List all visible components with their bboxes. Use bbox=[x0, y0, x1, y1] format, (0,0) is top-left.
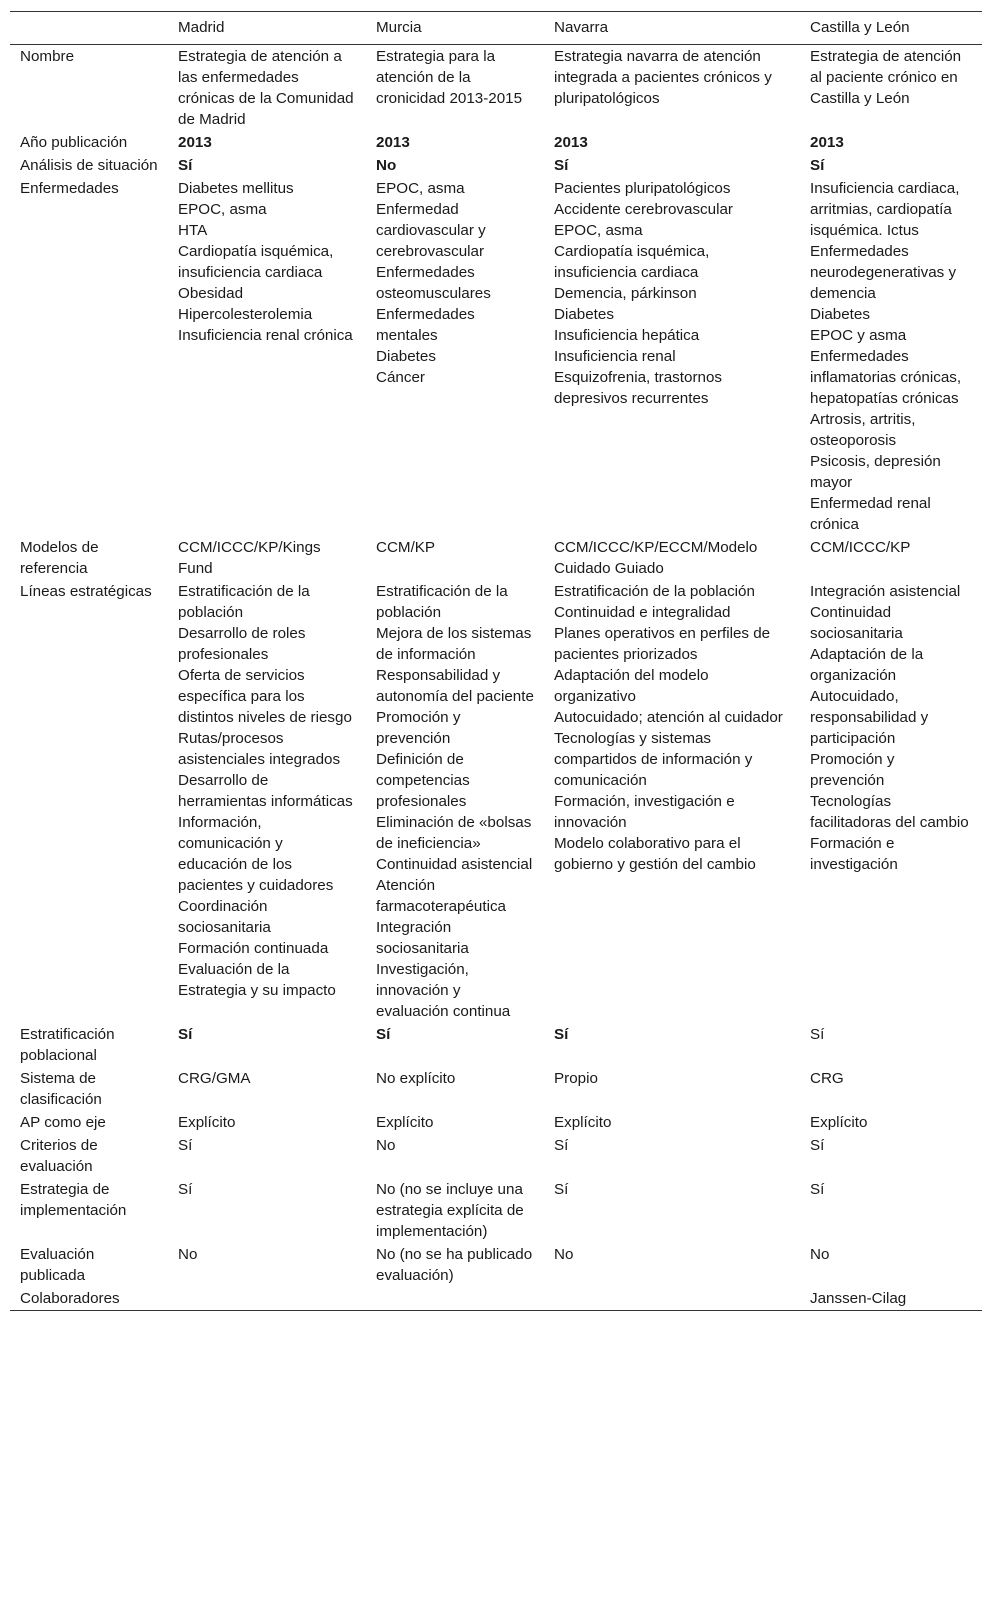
cell-line: Atención farmacoterapéutica bbox=[376, 877, 507, 915]
cell-line: Estratificación de la población bbox=[376, 583, 508, 621]
cell-line: Insuficiencia renal crónica bbox=[178, 327, 353, 344]
cell-line: Accidente cerebrovascular bbox=[554, 201, 733, 218]
cell-line: CCM/ICCC/KP/ECCM/Modelo Cuidado Guiado bbox=[554, 539, 758, 577]
table-row bbox=[10, 536, 982, 580]
table-cell bbox=[800, 45, 982, 132]
cell-line: Promoción y prevención bbox=[810, 751, 895, 789]
cell-line: Enfermedades neurodegenerativas y demencia bbox=[810, 243, 957, 302]
table-cell bbox=[544, 1023, 800, 1067]
table-cell bbox=[366, 1134, 544, 1178]
row-label: AP como eje bbox=[20, 1114, 106, 1131]
table-row bbox=[10, 1111, 982, 1134]
table-row bbox=[10, 131, 982, 154]
cell-line: Sí bbox=[376, 1026, 391, 1043]
cell-line: Estrategia de atención al paciente crónico en Castilla y León bbox=[810, 48, 962, 107]
cell-line: Sí bbox=[178, 1137, 193, 1154]
table-cell bbox=[168, 1134, 366, 1178]
cell-line: Obesidad bbox=[178, 285, 244, 302]
cell-line: Enfermedades inflamatorias crónicas, hepatopatías crónicas bbox=[810, 348, 962, 407]
cell-line: Investigación, innovación y evaluación continua bbox=[376, 961, 511, 1020]
header-navarra: Navarra bbox=[554, 19, 609, 36]
cell-line: Pacientes pluripatológicos bbox=[554, 180, 731, 197]
cell-line: Integración asistencial bbox=[810, 583, 961, 600]
cell-line: Sí bbox=[554, 157, 569, 174]
table-cell bbox=[800, 1111, 982, 1134]
table-cell bbox=[544, 154, 800, 177]
cell-line: 2013 bbox=[554, 134, 588, 151]
cell-line: Sí bbox=[810, 1181, 825, 1198]
table-cell bbox=[168, 154, 366, 177]
table-cell bbox=[168, 45, 366, 132]
cell-line: Mejora de los sistemas de información bbox=[376, 625, 532, 663]
cell-line: 2013 bbox=[376, 134, 410, 151]
cell-line: Tecnologías facilitadoras del cambio bbox=[810, 793, 969, 831]
cell-line: EPOC, asma bbox=[178, 201, 267, 218]
table-cell bbox=[366, 131, 544, 154]
header-madrid: Madrid bbox=[178, 19, 225, 36]
cell-line: Insuficiencia renal bbox=[554, 348, 676, 365]
table-row bbox=[10, 580, 982, 1023]
cell-line: Planes operativos en perfiles de pacientes priorizados bbox=[554, 625, 771, 663]
cell-line: Estrategia para la atención de la cronicidad 2013-2015 bbox=[376, 48, 523, 107]
table-cell bbox=[168, 1111, 366, 1134]
row-label: Colaboradores bbox=[20, 1290, 120, 1307]
table-cell bbox=[800, 1243, 982, 1287]
cell-line: Autocuidado, responsabilidad y participación bbox=[810, 688, 929, 747]
row-label: Líneas estratégicas bbox=[20, 583, 152, 600]
cell-line: Enfermedades osteomusculares bbox=[376, 264, 491, 302]
header-corner bbox=[10, 12, 168, 45]
table-cell bbox=[366, 1287, 544, 1311]
row-label: Año publicación bbox=[20, 134, 128, 151]
row-label: Criterios de evaluación bbox=[20, 1137, 98, 1175]
table-container bbox=[10, 11, 982, 1311]
table-cell bbox=[544, 1243, 800, 1287]
table-cell bbox=[544, 1178, 800, 1243]
cell-line: Eliminación de «bolsas de ineficiencia» bbox=[376, 814, 532, 852]
table-cell bbox=[366, 177, 544, 536]
header-murcia: Murcia bbox=[376, 19, 422, 36]
cell-line: Tecnologías y sistemas compartidos de información y comunicación bbox=[554, 730, 753, 789]
row-label: Nombre bbox=[20, 48, 75, 65]
cell-line: No bbox=[376, 157, 397, 174]
cell-line: EPOC, asma bbox=[554, 222, 643, 239]
table-cell bbox=[544, 1067, 800, 1111]
cell-line: Diabetes bbox=[554, 306, 614, 323]
table-row bbox=[10, 45, 982, 132]
cell-line: No explícito bbox=[376, 1070, 456, 1087]
cell-line: Psicosis, depresión mayor bbox=[810, 453, 941, 491]
cell-line: Cardiopatía isquémica, insuficiencia cardiaca bbox=[178, 243, 334, 281]
cell-line: CCM/ICCC/KP bbox=[810, 539, 911, 556]
table-cell bbox=[366, 1111, 544, 1134]
cell-line: Autocuidado; atención al cuidador bbox=[554, 709, 783, 726]
row-label: Estrategia de implementación bbox=[20, 1181, 127, 1219]
cell-line: No (no se incluye una estrategia explícita de implementación) bbox=[376, 1181, 524, 1240]
cell-line: Esquizofrenia, trastornos depresivos recurrentes bbox=[554, 369, 722, 407]
cell-line: Continuidad e integralidad bbox=[554, 604, 731, 621]
cell-line: EPOC, asma bbox=[376, 180, 465, 197]
cell-line: Diabetes bbox=[376, 348, 436, 365]
cell-line: EPOC y asma bbox=[810, 327, 907, 344]
header-castilla-y-leon: Castilla y León bbox=[810, 19, 910, 36]
table-cell bbox=[800, 154, 982, 177]
cell-line: Diabetes mellitus bbox=[178, 180, 294, 197]
cell-line: Demencia, párkinson bbox=[554, 285, 697, 302]
cell-line: CCM/ICCC/KP/Kings Fund bbox=[178, 539, 321, 577]
table-body bbox=[10, 45, 982, 1311]
cell-line: Evaluación de la Estrategia y su impacto bbox=[178, 961, 336, 999]
cell-line: Enfermedad renal crónica bbox=[810, 495, 931, 533]
strategy-comparison-table bbox=[10, 11, 982, 1311]
cell-line: Sí bbox=[810, 1026, 825, 1043]
cell-line: Estratificación de la población bbox=[554, 583, 755, 600]
table-row bbox=[10, 1243, 982, 1287]
cell-line: 2013 bbox=[178, 134, 212, 151]
cell-line: HTA bbox=[178, 222, 208, 239]
table-cell bbox=[366, 1023, 544, 1067]
cell-line: No bbox=[178, 1246, 198, 1263]
cell-line: Coordinación sociosanitaria bbox=[178, 898, 271, 936]
table-cell bbox=[168, 131, 366, 154]
cell-line: Estrategia navarra de atención integrada a pacientes crónicos y pluripatológicos bbox=[554, 48, 772, 107]
cell-line: Desarrollo de roles profesionales bbox=[178, 625, 306, 663]
row-label: Sistema de clasificación bbox=[20, 1070, 102, 1108]
cell-line: Cáncer bbox=[376, 369, 425, 386]
cell-line: Formación e investigación bbox=[810, 835, 898, 873]
table-cell bbox=[168, 580, 366, 1023]
cell-line: Sí bbox=[554, 1137, 569, 1154]
table-cell bbox=[544, 131, 800, 154]
table-cell bbox=[544, 45, 800, 132]
table-cell bbox=[800, 1287, 982, 1311]
cell-line: Continuidad asistencial bbox=[376, 856, 533, 873]
cell-line: Insuficiencia cardiaca, arritmias, cardiopatía isquémica. Ictus bbox=[810, 180, 960, 239]
table-cell bbox=[544, 1287, 800, 1311]
table-cell bbox=[800, 1178, 982, 1243]
cell-line: Integración sociosanitaria bbox=[376, 919, 469, 957]
cell-line: Continuidad sociosanitaria bbox=[810, 604, 903, 642]
table-row bbox=[10, 1023, 982, 1067]
cell-line: Diabetes bbox=[810, 306, 870, 323]
cell-line: Propio bbox=[554, 1070, 598, 1087]
cell-line: Desarrollo de herramientas informáticas bbox=[178, 772, 353, 810]
table-cell bbox=[168, 1287, 366, 1311]
table-cell bbox=[800, 536, 982, 580]
cell-line: Explícito bbox=[554, 1114, 612, 1131]
table-cell bbox=[544, 1111, 800, 1134]
cell-line: Promoción y prevención bbox=[376, 709, 461, 747]
table-cell bbox=[366, 536, 544, 580]
cell-line: Formación continuada bbox=[178, 940, 329, 957]
table-cell bbox=[544, 536, 800, 580]
table-cell bbox=[366, 580, 544, 1023]
row-label: Enfermedades bbox=[20, 180, 119, 197]
cell-line: Sí bbox=[178, 1181, 193, 1198]
table-cell bbox=[366, 45, 544, 132]
cell-line: Janssen-Cilag bbox=[810, 1290, 907, 1307]
table-cell bbox=[168, 1067, 366, 1111]
cell-line: No bbox=[554, 1246, 574, 1263]
table-cell bbox=[366, 1067, 544, 1111]
table-cell bbox=[168, 1243, 366, 1287]
cell-line: CRG bbox=[810, 1070, 844, 1087]
cell-line: Insuficiencia hepática bbox=[554, 327, 700, 344]
cell-line: Información, comunicación y educación de los pacientes y cuidadores bbox=[178, 814, 334, 894]
table-cell bbox=[544, 1134, 800, 1178]
table-cell bbox=[168, 177, 366, 536]
cell-line: Explícito bbox=[810, 1114, 868, 1131]
table-cell bbox=[800, 1134, 982, 1178]
cell-line: No bbox=[810, 1246, 830, 1263]
table-row bbox=[10, 1287, 982, 1311]
cell-line: Explícito bbox=[376, 1114, 434, 1131]
table-cell bbox=[800, 1067, 982, 1111]
table-row bbox=[10, 177, 982, 536]
cell-line: Formación, investigación e innovación bbox=[554, 793, 735, 831]
cell-line: CCM/KP bbox=[376, 539, 436, 556]
cell-line: Sí bbox=[554, 1181, 569, 1198]
table-row bbox=[10, 1134, 982, 1178]
table-cell bbox=[168, 1178, 366, 1243]
table-cell bbox=[800, 177, 982, 536]
table-cell bbox=[800, 1023, 982, 1067]
table-cell bbox=[544, 177, 800, 536]
cell-line: Explícito bbox=[178, 1114, 236, 1131]
cell-line: Sí bbox=[810, 157, 825, 174]
cell-line: Modelo colaborativo para el gobierno y gestión del cambio bbox=[554, 835, 756, 873]
cell-line: Sí bbox=[810, 1137, 825, 1154]
header-row bbox=[10, 12, 982, 45]
table-cell bbox=[168, 536, 366, 580]
row-label: Estratificación poblacional bbox=[20, 1026, 115, 1064]
table-cell bbox=[366, 154, 544, 177]
table-cell bbox=[800, 131, 982, 154]
table-cell bbox=[366, 1243, 544, 1287]
cell-line: Enfermedades mentales bbox=[376, 306, 475, 344]
table-cell bbox=[800, 580, 982, 1023]
cell-line: 2013 bbox=[810, 134, 844, 151]
cell-line: Oferta de servicios específica para los distintos niveles de riesgo bbox=[178, 667, 352, 726]
table-cell bbox=[544, 580, 800, 1023]
cell-line: Adaptación del modelo organizativo bbox=[554, 667, 709, 705]
cell-line: Sí bbox=[178, 157, 193, 174]
cell-line: Hipercolesterolemia bbox=[178, 306, 313, 323]
cell-line: Sí bbox=[178, 1026, 193, 1043]
cell-line: Estratificación de la población bbox=[178, 583, 310, 621]
cell-line: Cardiopatía isquémica, insuficiencia cardiaca bbox=[554, 243, 710, 281]
cell-line: Definición de competencias profesionales bbox=[376, 751, 470, 810]
cell-line: CRG/GMA bbox=[178, 1070, 251, 1087]
cell-line: Estrategia de atención a las enfermedades crónicas de la Comunidad de Madrid bbox=[178, 48, 354, 128]
table-row bbox=[10, 1067, 982, 1111]
table-cell bbox=[366, 1178, 544, 1243]
row-label: Análisis de situación bbox=[20, 157, 158, 174]
table-row bbox=[10, 1178, 982, 1243]
cell-line: Enfermedad cardiovascular y cerebrovascular bbox=[376, 201, 486, 260]
cell-line: Sí bbox=[554, 1026, 569, 1043]
row-label: Modelos de referencia bbox=[20, 539, 99, 577]
cell-line: Artrosis, artritis, osteoporosis bbox=[810, 411, 916, 449]
table-cell bbox=[168, 1023, 366, 1067]
cell-line: No (no se ha publicado evaluación) bbox=[376, 1246, 533, 1284]
row-label: Evaluación publicada bbox=[20, 1246, 95, 1284]
table-row bbox=[10, 154, 982, 177]
cell-line: No bbox=[376, 1137, 396, 1154]
cell-line: Rutas/procesos asistenciales integrados bbox=[178, 730, 341, 768]
cell-line: Adaptación de la organización bbox=[810, 646, 924, 684]
cell-line: Responsabilidad y autonomía del paciente bbox=[376, 667, 534, 705]
